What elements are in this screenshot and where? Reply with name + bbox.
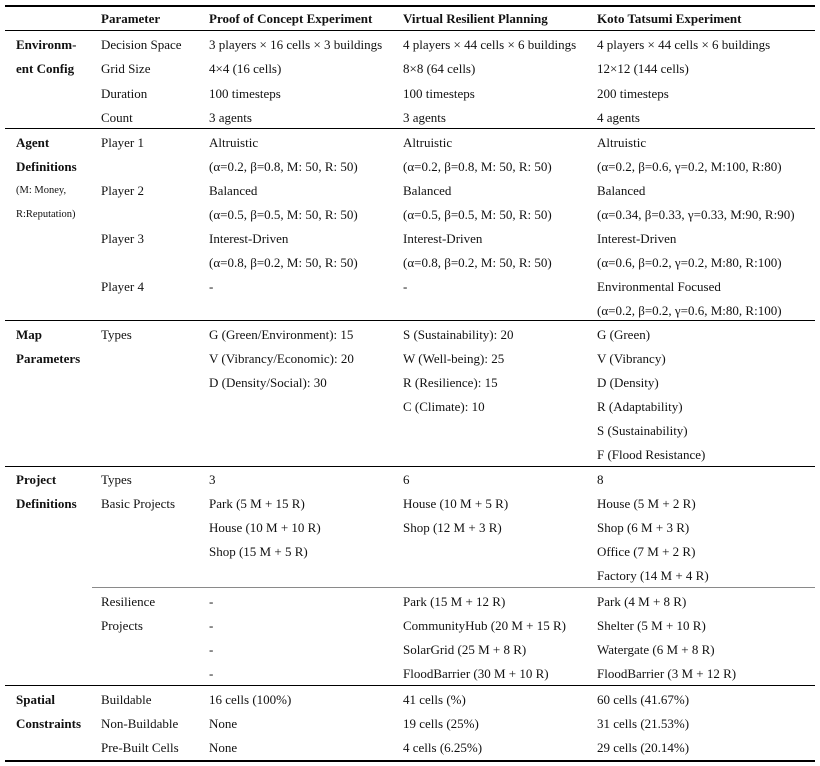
header-rule xyxy=(5,30,815,31)
agent-c2-player-1-params: (α=0.2, β=0.8, M: 50, R: 50) xyxy=(403,159,552,174)
project-res-c3-item: Watergate (6 M + 8 R) xyxy=(597,642,715,657)
project-c2-types: 6 xyxy=(403,472,410,487)
map-c3-item: S (Sustainability) xyxy=(597,423,688,438)
project-res-c2-item: CommunityHub (20 M + 15 R) xyxy=(403,618,566,633)
agent-note-1: (M: Money, xyxy=(16,185,67,196)
project-res-c2-item: Park (15 M + 12 R) xyxy=(403,594,506,609)
env-c3-grid-size: 12×12 (144 cells) xyxy=(597,61,689,76)
project-param-basic: Basic Projects xyxy=(101,496,176,511)
top-rule xyxy=(5,5,815,7)
project-basic-c2-item: House (10 M + 5 R) xyxy=(403,496,509,511)
spatial-c1-pre-built: None xyxy=(209,740,238,755)
project-param-resilience-2: Projects xyxy=(101,618,143,633)
map-c1-item: V (Vibrancy/Economic): 20 xyxy=(209,351,354,366)
spatial-c1-buildable: 16 cells (100%) xyxy=(209,692,292,707)
agent-param-player-1: Player 1 xyxy=(101,135,144,150)
env-c1-decision-space: 3 players × 16 cells × 3 buildings xyxy=(209,37,383,52)
map-c2-item: C (Climate): 10 xyxy=(403,399,485,414)
project-res-c1-item: - xyxy=(209,594,214,609)
agent-c1-player-3-params: (α=0.8, β=0.2, M: 50, R: 50) xyxy=(209,255,358,270)
spatial-c2-buildable: 41 cells (%) xyxy=(403,692,466,707)
spatial-param-buildable: Buildable xyxy=(101,692,152,707)
env-c2-grid-size: 8×8 (64 cells) xyxy=(403,61,476,76)
project-basic-c1-item: Shop (15 M + 5 R) xyxy=(209,544,308,559)
agent-c1-player-2-params: (α=0.5, β=0.5, M: 50, R: 50) xyxy=(209,207,358,222)
agent-param-player-2: Player 2 xyxy=(101,183,144,198)
env-param-decision-space: Decision Space xyxy=(101,37,182,52)
env-c3-duration: 200 timesteps xyxy=(597,86,669,101)
agent-param-player-4: Player 4 xyxy=(101,279,144,294)
project-res-c2-item: SolarGrid (25 M + 8 R) xyxy=(403,642,527,657)
project-basic-c1-item: House (10 M + 10 R) xyxy=(209,520,321,535)
project-res-c3-item: FloodBarrier (3 M + 12 R) xyxy=(597,666,737,681)
agent-note-2: R:Reputation) xyxy=(16,209,76,220)
section-title-env-2: ent Config xyxy=(16,61,75,76)
agent-c3-player-3-params: (α=0.6, β=0.2, γ=0.2, M:80, R:100) xyxy=(597,255,782,270)
project-param-resilience-1: Resilience xyxy=(101,594,156,609)
project-c1-types: 3 xyxy=(209,472,216,487)
project-res-c3-item: Park (4 M + 8 R) xyxy=(597,594,687,609)
spatial-param-pre-built: Pre-Built Cells xyxy=(101,740,179,755)
header-parameter: Parameter xyxy=(101,11,161,26)
bottom-rule xyxy=(5,760,815,762)
agent-c3-player-1-params: (α=0.2, β=0.6, γ=0.2, M:100, R:80) xyxy=(597,159,782,174)
project-c3-types: 8 xyxy=(597,472,604,487)
map-c1-item: D (Density/Social): 30 xyxy=(209,375,327,390)
section-rule-map xyxy=(5,466,815,467)
map-c3-item: G (Green) xyxy=(597,327,651,342)
section-title-spatial-2: Constraints xyxy=(16,716,82,731)
agent-c3-player-2-type: Balanced xyxy=(597,183,646,198)
agent-c2-player-3-params: (α=0.8, β=0.2, M: 50, R: 50) xyxy=(403,255,552,270)
spatial-param-non-buildable: Non-Buildable xyxy=(101,716,179,731)
spatial-c3-buildable: 60 cells (41.67%) xyxy=(597,692,690,707)
env-c1-count: 3 agents xyxy=(209,110,252,125)
map-c3-item: D (Density) xyxy=(597,375,659,390)
project-res-c1-item: - xyxy=(209,618,214,633)
env-c2-count: 3 agents xyxy=(403,110,446,125)
section-title-project-1: Project xyxy=(16,472,57,487)
agent-c1-player-4-type: - xyxy=(209,279,214,294)
header-virtual-resilient: Virtual Resilient Planning xyxy=(403,11,548,26)
section-title-map-1: Map xyxy=(16,327,42,342)
env-c3-decision-space: 4 players × 44 cells × 6 buildings xyxy=(597,37,771,52)
project-res-c3-item: Shelter (5 M + 10 R) xyxy=(597,618,706,633)
map-c3-item: R (Adaptability) xyxy=(597,399,683,414)
agent-c2-player-3-type: Interest-Driven xyxy=(403,231,483,246)
project-basic-c3-item: House (5 M + 2 R) xyxy=(597,496,696,511)
project-basic-c3-item: Office (7 M + 2 R) xyxy=(597,544,696,559)
section-title-map-2: Parameters xyxy=(16,351,81,366)
map-c2-item: R (Resilience): 15 xyxy=(403,375,498,390)
agent-c2-player-4-type: - xyxy=(403,279,408,294)
section-title-spatial-1: Spatial xyxy=(16,692,56,707)
env-param-count: Count xyxy=(101,110,133,125)
map-c2-item: W (Well-being): 25 xyxy=(403,351,505,366)
env-c3-count: 4 agents xyxy=(597,110,640,125)
agent-c1-player-1-type: Altruistic xyxy=(209,135,259,150)
env-c1-grid-size: 4×4 (16 cells) xyxy=(209,61,282,76)
map-c3-item: V (Vibrancy) xyxy=(597,351,666,366)
agent-c3-player-1-type: Altruistic xyxy=(597,135,647,150)
project-basic-c3-item: Shop (6 M + 3 R) xyxy=(597,520,690,535)
env-param-grid-size: Grid Size xyxy=(101,61,151,76)
project-param-types: Types xyxy=(101,472,132,487)
agent-c1-player-3-type: Interest-Driven xyxy=(209,231,289,246)
spatial-c1-non-buildable: None xyxy=(209,716,238,731)
project-basic-c3-item: Factory (14 M + 4 R) xyxy=(597,568,709,583)
map-c1-item: G (Green/Environment): 15 xyxy=(209,327,354,342)
map-c2-item: S (Sustainability): 20 xyxy=(403,327,514,342)
env-param-duration: Duration xyxy=(101,86,148,101)
spatial-c2-non-buildable: 19 cells (25%) xyxy=(403,716,479,731)
spatial-c2-pre-built: 4 cells (6.25%) xyxy=(403,740,483,755)
agent-c2-player-2-type: Balanced xyxy=(403,183,452,198)
header-proof-of-concept: Proof of Concept Experiment xyxy=(209,11,373,26)
env-c1-duration: 100 timesteps xyxy=(209,86,281,101)
project-basic-c1-item: Park (5 M + 15 R) xyxy=(209,496,305,511)
map-param-types: Types xyxy=(101,327,132,342)
env-c2-decision-space: 4 players × 44 cells × 6 buildings xyxy=(403,37,577,52)
header-koto-tatsumi: Koto Tatsumi Experiment xyxy=(597,11,742,26)
section-rule-env xyxy=(5,128,815,129)
project-res-c1-item: - xyxy=(209,642,214,657)
agent-param-player-3: Player 3 xyxy=(101,231,144,246)
project-res-c2-item: FloodBarrier (30 M + 10 R) xyxy=(403,666,549,681)
agent-c3-player-4-type: Environmental Focused xyxy=(597,279,721,294)
agent-c2-player-2-params: (α=0.5, β=0.5, M: 50, R: 50) xyxy=(403,207,552,222)
section-title-agent-2: Definitions xyxy=(16,159,77,174)
section-rule-project xyxy=(5,685,815,686)
map-c3-item: F (Flood Resistance) xyxy=(597,447,706,462)
section-rule-agent xyxy=(5,320,815,321)
spatial-c3-pre-built: 29 cells (20.14%) xyxy=(597,740,690,755)
section-title-agent-1: Agent xyxy=(16,135,50,150)
agent-c2-player-1-type: Altruistic xyxy=(403,135,453,150)
agent-c1-player-1-params: (α=0.2, β=0.8, M: 50, R: 50) xyxy=(209,159,358,174)
env-c2-duration: 100 timesteps xyxy=(403,86,475,101)
agent-c1-player-2-type: Balanced xyxy=(209,183,258,198)
section-title-env-1: Environm- xyxy=(16,37,77,52)
spatial-c3-non-buildable: 31 cells (21.53%) xyxy=(597,716,690,731)
agent-c3-player-2-params: (α=0.34, β=0.33, γ=0.33, M:90, R:90) xyxy=(597,207,795,222)
project-res-c1-item: - xyxy=(209,666,214,681)
agent-c3-player-3-type: Interest-Driven xyxy=(597,231,677,246)
agent-c3-player-4-params: (α=0.2, β=0.2, γ=0.6, M:80, R:100) xyxy=(597,303,782,318)
project-basic-c2-item: Shop (12 M + 3 R) xyxy=(403,520,502,535)
section-title-project-2: Definitions xyxy=(16,496,77,511)
project-sub-rule xyxy=(92,587,815,588)
